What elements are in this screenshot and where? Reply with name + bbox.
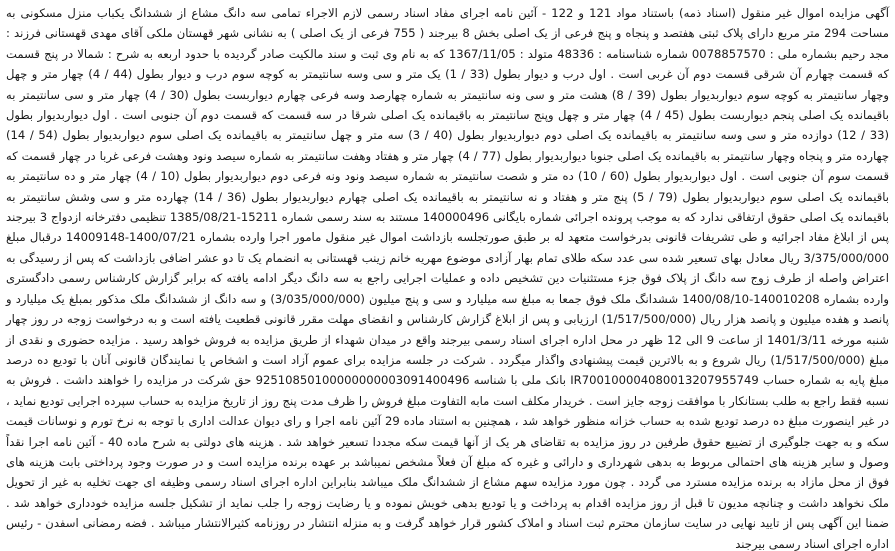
notice-body-text: آگهی مزایده اموال غیر منقول (اسناد ذمه) باستناد مواد 121 و 122 - آئین نامه اجرای مفاد اسناد رسمی لازم الاجراء تمامی سه دانگ مشاع از ششدانگ یکباب منزل مسکونی به مساحت 294 متر مربع دارای پلاک ثبتی هفتصد و پنجاه و پنج فرعی از یک اصلی بخش 8 بیرجند ( 755 فرعی از یک اصلی ) به نشانی شهر قهستان ملکی آقای مهدی قهستانی فرزند : مجد رحیم بشماره ملی : 0078857570 شماره شناسنامه : 48336 متولد : 1367/11/05 که به نام وی ثبت و سند مالکیت صادر گردیده با حدود اربعه به شرح : شمالا در پنج قسمت که قسمت چهارم آن شرقی قسمت دوم آن غربی است . اول درب و دیوار بطول (33 / 1) یک متر و سی وسه سانتیمتر به کوچه سوم درب و دیوار بطول (44 / 4) چهار متر و چهل وچهار سانتیمتر به کوچه سوم دیواربدیوار بطول (39 / 8) هشت متر و سی ونه سانتیمتر به شماره چهارصد وسه فرعی چهارم دیواربست بطول (30 / 4) چهار متر و سی سانتیمتر به باقیمانده یک اصلی پنجم دیواربست بطول (45 / 4) چهار متر و چهل وپنج سانتیمتر به باقیمانده یک اصلی شرقا در سه قسمت که قسمت دوم آن جنوبی است . اول دیواربدیوار بطول (33 / 12) دوازده متر و سی وسه سانتیمتر به باقیمانده یک اصلی دوم دیواربدیوار بطول (40 / 3) سه متر و چهل سانتیمتر به باقیمانده یک اصلی سوم دیواربدیوار بطول (54 / 14) چهارده متر و پنجاه وچهار سانتیمتر به باقیمانده یک اصلی جنوبا دیواربدیوار بطول (77 / 4) چهار متر و هفتاد وهفت سانتیمتر به شماره سیصد ونود وهشت فرعی غربا در چهار قسمت که قسمت سوم آن جنوبی است . اول دیواربدیوار بطول (60 / 10) ده متر و شصت سانتیمتر به شماره سیصد ونود ونه فرعی دوم دیواربدیوار بطول (10 / 4) چهار متر و ده سانتیمتر به باقیمانده یک اصلی سوم دیواربدیوار بطول (79 / 5) پنج متر و هفتاد و نه سانتیمتر به باقیمانده یک اصلی چهارم دیواربدیوار بطول (36 / 14) چهارده متر و سی وشش سانتیمتر به باقیمانده یک اصلی حقوق ارتفاقی ندارد که به موجب پرونده اجرائی شماره بایگانی 140000496 مستند به سند رسمی شماره 15211-1385/08/21 تنظیمی دفترخانه ازدواج 3 بیرجند پس از ابلاغ مفاد اجرائیه و طی تشریفات قانونی بدرخواست متعهد له بر طبق صورتجلسه بازداشت اموال غیر منقول مامور اجرا وارده بشماره 1400/07/21-14009148 درقبال مبلغ 3/375/000/000 ریال معادل بهای تسعیر شده سی عدد سکه طلای تمام بهار آزادی موضوع مهریه خانم زینب قهستانی به انضمام یک تا دو عشر اضافی بازداشت که پس از رسیدگی به اعتراض واصله از طرف زوج سه دانگ از پلاک فوق جزء مستثنیات دین تشخیص داده و عملیات اجرایی راجع به سه دانگ دیگر ادامه یافته که برابر گزارش کارشناس رسمی دادگستری وارده بشماره 140010208-1400/08/10 ششدانگ ملک فوق جمعا به مبلغ سه میلیارد و سی و پنج میلیون (3/035/000/000) و سه دانگ از ششدانگ ملک مذکور بمبلغ یک میلیارد و پانصد و هفده میلیون و پانصد هزار ریال (1/517/500/000) ارزیابی و پس از ابلاغ گزارش کارشناس و انقضای مهلت مقرر قانونی قطعیت یافته است و به درخواست زوجه در روز چهار شنبه مورخه 1401/3/11 از ساعت 9 الی 12 ظهر در محل اداره اجرای اسناد رسمی بیرجند واقع در میدان شهداء از طریق مزایده به فروش خواهد رسید . مزایده حضوری و نقدی از مبلغ (1/517/500/000) ریال شروع و به بالاترین قیمت پیشنهادی واگذار میگردد . شرکت در جلسه مزایده برای عموم آزاد است و اشخاص یا نمایندگان قانونی آنان با تودیع ده درصد مبلغ پایه به شماره حساب IR700100004080013207955749 بانک ملی با شناسه 92510850100000000003091400496 حق شرکت در مزایده را خواهند داشت . فروش به نسبه فقط راجع به طلب بستانکار با موافقت زوجه جایز است . خریدار مکلف است مابه التفاوت مبلغ فروش را ظرف مدت پنج روز از تاریخ مزایده به حساب سپرده اجرایی تودیع نماید ، در غیر اینصورت مبلغ ده درصد تودیع شده به حساب خزانه منظور خواهد شد ، همچنین به استناد ماده 29 آئین نامه اجرا و رای دیوان عدالت اداری با توجه به نرخ تورم و نوسانات قیمت سکه و به جهت جلوگیری از تضییع حقوق طرفین در روز مزایده به تقاضای هر یک از آنها قیمت سکه مجددا تسعیر خواهد شد . هزینه های دولتی به شرح ماده 40 - آئین نامه اجرا نقداً وصول و سایر هزینه های احتمالی مربوط به بدهی شهرداری و دارائی و غیره که مبلغ آن فعلاً مشخص نمیباشد بر عهده برنده مزایده است و در صورت وجود پرداختی بابت هزینه های فوق از محل مازاد به برنده مزایده مسترد می گردد . چون مورد مزایده سهم مشاع از ششدانگ ملک میباشد بنابراین اداره اجرای اسناد رسمی وظیفه ای جهت تخلیه به غیر از تحویل ملک نخواهد داشت و چنانچه مدیون تا قبل از روز مزایده اقدام به پرداخت و یا تودیع بدهی خویش نموده و یا رضایت زوجه را جلب نماید از تشکیل جلسه مزایده خودداری خواهد شد . ضمنا این آگهی پس از تایید نهایی در سایت سازمان محترم ثبت اسناد و املاک کشور قرار خواهد گرفت و به منزله انتشار در روزنامه کثیرالانتشار میباشد . فضه رمضانی اسفدن - رئیس اداره اجرای اسناد رسمی بیرجند bbox=[6, 6, 890, 551]
